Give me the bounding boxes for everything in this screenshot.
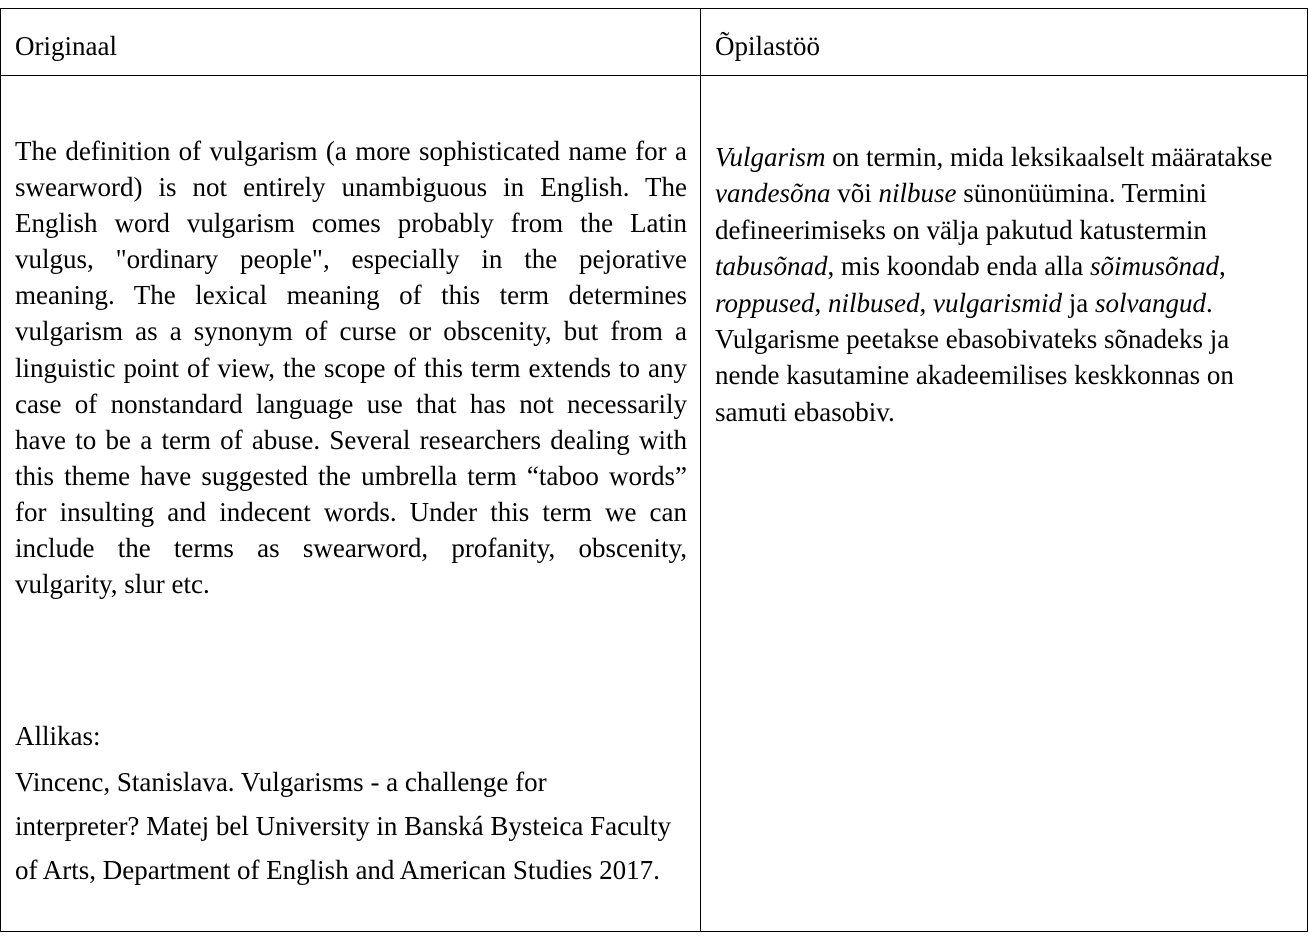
term-vandesona: vandesõna	[715, 178, 831, 209]
student-text-part: või	[830, 178, 879, 209]
column-divider	[700, 9, 701, 931]
student-text-part: ,	[1218, 251, 1226, 282]
comparison-table	[0, 8, 1308, 932]
student-text-part: . Vulgarisme peetakse ebasobivateks sõnadeks ja nende kasutamine akadeemilises keskkonnas on samuti ebasobiv.	[715, 287, 1234, 427]
student-text-part: sünonüümina. Termini defineerimiseks on välja pakutud katustermin	[715, 178, 1207, 245]
original-text: The definition of vulgarism (a more sophisticated name for a swearword) is not entirely unambiguous in English. The English word vulgarism comes probably from the Latin vulgus, "ordinary people", especially in the pejorative meaning. The lexical meaning of this term determines vulgarism as a synonym of curse or obscenity, but from a linguistic point of view, the scope of this term extends to any case of nonstandard language use that has not necessarily have to be a term of abuse. Several researchers dealing with this theme have suggested the umbrella term “taboo words” for insulting and indecent words. Under this term we can include the terms as swearword, profanity, obscenity, vulgarity, slur etc.	[15, 136, 687, 600]
student-text-part: ,	[814, 287, 828, 318]
header-divider	[1, 75, 1307, 76]
term-vulgarism: Vulgarism	[715, 142, 826, 172]
student-text-part: , mis koondab enda alla	[827, 251, 1090, 282]
term-vulgarismid: vulgarismid	[933, 287, 1063, 318]
header-original: Originaal	[15, 31, 117, 61]
term-nilbused: nilbused	[828, 287, 920, 318]
student-text-part: ,	[919, 287, 933, 318]
student-text-part: on termin, mida leksikaalselt määratakse	[825, 142, 1273, 172]
student-text	[715, 139, 1300, 430]
term-soimusonad: sõimusõnad	[1089, 251, 1219, 282]
term-solvangud: solvangud	[1095, 287, 1207, 318]
term-roppused: roppused	[715, 287, 815, 318]
term-tabusonad: tabusõnad	[715, 251, 828, 282]
source-citation: Vincenc, Stanislava. Vulgarisms - a challenge for interpreter? Matej bel University in Banská Bysteica Faculty of Arts, Department of English and American Studies 2017.	[15, 767, 672, 885]
source-label: Allikas:	[15, 721, 101, 751]
student-text-part: ja	[1062, 287, 1096, 318]
term-nilbuse: nilbuse	[878, 178, 957, 209]
header-student-work: Õpilastöö	[715, 31, 820, 61]
